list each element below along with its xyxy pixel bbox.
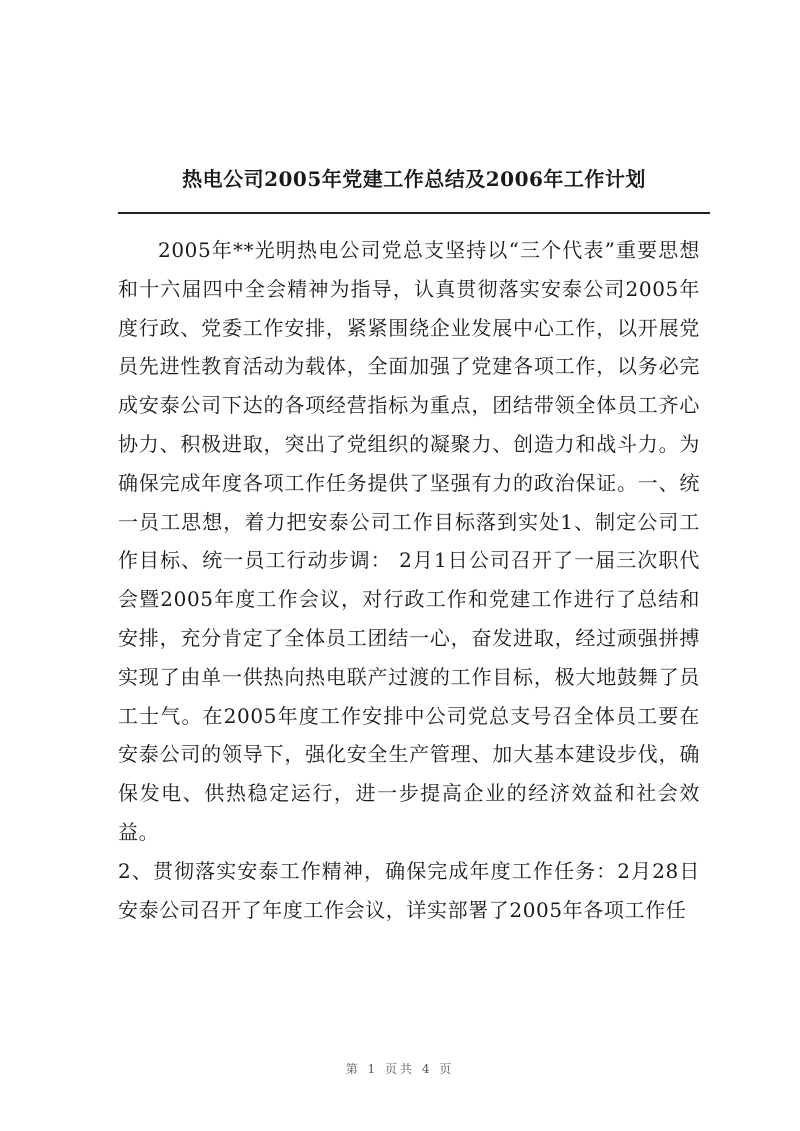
title-underline — [118, 212, 710, 214]
paragraph-1: 2005年**光明热电公司党总支坚持以“三个代表”重要思想和十六届四中全会精神为指导，认真贯彻落实安泰公司2005年度行政、党委工作安排，紧紧围绕企业发展中心工作，以开展党员先进性教育活动为载体，全面加强了党建各项工作，以务必完成安泰公司下达的各项经营指标为重点，团结带领全体员工齐心协力、积极进取，突出了党组织的凝聚力、创造力和战斗力。为确保完成年度各项工作任务提供了坚强有力的政治保证。一、统一员工思想，着力把安泰公司工作目标落到实处1、制定公司工作目标、统一员工行动步调： 2月1日公司召开了一届三次职代会暨2005年度工作会议，对行政工作和党建工作进行了总结和安排，充分肯定了全体员工团结一心，奋发进取，经过顽强拼搏实现了由单一供热向热电联产过渡的工作目标，极大地鼓舞了员工士气。在2005年度工作安排中公司党总支号召全体员工要在安泰公司的领导下，强化安全生产管理、加大基本建设步伐，确保发电、供热稳定运行，进一步提高企业的经济效益和社会效益。 — [118, 238, 700, 844]
page-number-footer: 第 1 页共 4 页 — [345, 1062, 455, 1076]
paragraph-2: 2、贯彻落实安泰工作精神，确保完成年度工作任务：2月28日安泰公司召开了年度工作会议，详实部署了2005年各项工作任 — [118, 858, 700, 922]
document-body — [118, 231, 700, 929]
document-title: 热电公司2005年党建工作总结及2006年工作计划 — [182, 167, 646, 191]
